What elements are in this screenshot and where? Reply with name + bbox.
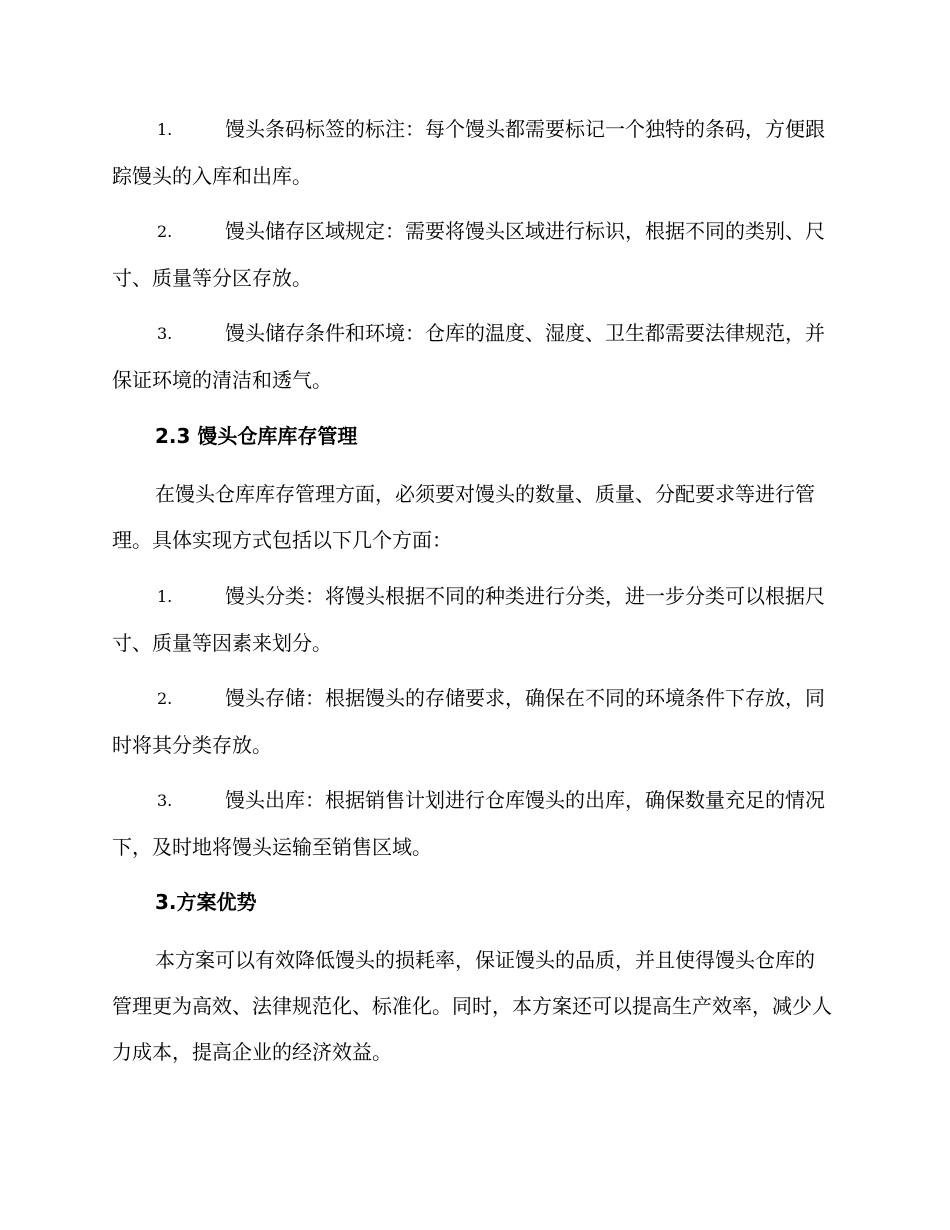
- list-item-text: 馒头分类：将馒头根据不同的种类进行分类，进一步分类可以根据尺寸、质量等因素来划分。: [112, 584, 825, 655]
- list-number: 2.: [157, 689, 173, 708]
- list-item: [112, 675, 834, 768]
- list-item-text: 馒头储存条件和环境：仓库的温度、湿度、卫生都需要法律规范，并保证环境的清洁和透气。: [112, 321, 825, 392]
- list-item: [112, 573, 834, 666]
- list-number: 2.: [157, 222, 173, 241]
- list-item: [112, 310, 834, 403]
- section-heading: 2.3 馒头仓库库存管理: [155, 424, 358, 448]
- list-item: [112, 208, 834, 301]
- list-item: [112, 777, 834, 870]
- list-item-text: 馒头出库：根据销售计划进行仓库馒头的出库，确保数量充足的情况下，及时地将馒头运输至销售区域。: [112, 788, 825, 859]
- list-number: 1.: [157, 120, 173, 139]
- list-number: 3.: [157, 324, 173, 343]
- list-item-text: 馒头储存区域规定：需要将馒头区域进行标识，根据不同的类别、尺寸、质量等分区存放。: [112, 219, 825, 290]
- section-intro-paragraph: 在馒头仓库库存管理方面，必须要对馒头的数量、质量、分配要求等进行管理。具体实现方式包括以下几个方面：: [112, 482, 815, 552]
- list-item-text: 馒头条码标签的标注：每个馒头都需要标记一个独特的条码，方便跟踪馒头的入库和出库。: [112, 117, 825, 188]
- section-body-paragraph: 本方案可以有效降低馒头的损耗率，保证馒头的品质，并且使得馒头仓库的管理更为高效、法律规范化、标准化。同时，本方案还可以提高生产效率，减少人力成本，提高企业的经济效益。: [112, 948, 832, 1064]
- list-item: [112, 106, 834, 199]
- section-heading: 3.方案优势: [155, 890, 257, 914]
- list-number: 3.: [157, 791, 173, 810]
- list-item-text: 馒头存储：根据馒头的存储要求，确保在不同的环境条件下存放，同时将其分类存放。: [112, 686, 825, 757]
- list-number: 1.: [157, 587, 173, 606]
